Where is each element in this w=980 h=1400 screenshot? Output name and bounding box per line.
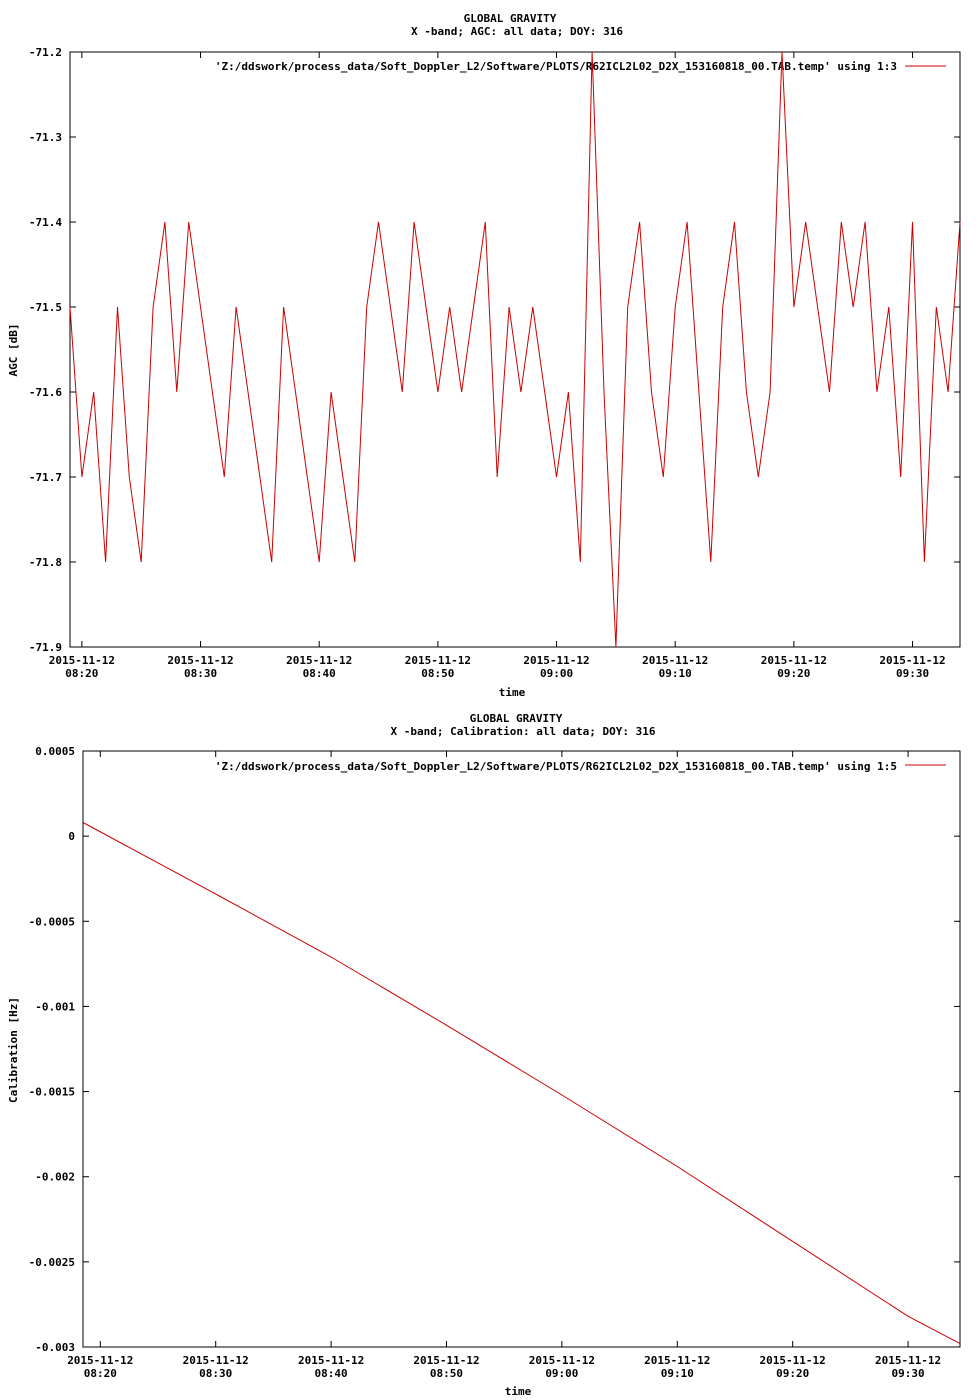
y-tick-label: -71.4 <box>28 216 62 229</box>
x-tick-time-label: 09:00 <box>545 1367 579 1380</box>
y-tick-label: -71.5 <box>28 301 62 314</box>
y-tick-label: -71.7 <box>28 471 62 484</box>
y-tick-label: -0.0025 <box>28 1255 75 1269</box>
calibration-series-line <box>83 823 960 1344</box>
calibration-y-axis <box>29 745 960 1354</box>
agc-y-axis <box>29 46 960 654</box>
y-tick-label: 0 <box>68 830 75 844</box>
calibration-x-axis-label: time <box>504 1385 532 1398</box>
x-tick-time-label: 09:20 <box>776 1367 810 1380</box>
x-tick-time-label: 09:00 <box>539 667 574 680</box>
x-tick-date-label: 2015-11-12 <box>523 654 590 667</box>
x-tick-time-label: 08:50 <box>421 667 455 680</box>
calibration-legend-label: 'Z:/ddswork/process_data/Soft_Doppler_L2/Software/PLOTS/R62ICL2L02_D2X_153160818_00.TAB.temp' using 1:5 <box>214 760 897 773</box>
y-tick-label: -71.9 <box>28 641 62 654</box>
x-tick-time-label: 09:30 <box>891 1367 925 1380</box>
y-tick-label: -71.6 <box>28 386 62 399</box>
y-tick-label: -0.002 <box>35 1170 75 1184</box>
y-tick-label: -71.8 <box>28 556 62 569</box>
calibration-chart <box>7 712 960 1398</box>
x-tick-date-label: 2015-11-12 <box>167 654 234 667</box>
x-tick-time-label: 09:20 <box>777 667 811 680</box>
y-tick-label: -71.3 <box>28 131 62 144</box>
x-tick-date-label: 2015-11-12 <box>48 654 115 667</box>
agc-chart <box>7 12 960 699</box>
x-tick-date-label: 2015-11-12 <box>644 1354 711 1367</box>
x-tick-time-label: 08:20 <box>65 667 99 680</box>
calibration-chart-title: GLOBAL GRAVITY <box>469 712 563 725</box>
agc-series-line <box>70 52 960 647</box>
x-tick-date-label: 2015-11-12 <box>297 1354 365 1367</box>
calibration-y-axis-label: Calibration [Hz] <box>7 997 20 1103</box>
agc-chart-subtitle: X -band; AGC: all data; DOY: 316 <box>411 25 623 38</box>
calibration-chart-subtitle: X -band; Calibration: all data; DOY: 316 <box>390 725 656 738</box>
y-tick-label: -0.001 <box>35 1000 75 1014</box>
x-tick-time-label: 08:50 <box>429 1367 464 1380</box>
x-tick-date-label: 2015-11-12 <box>874 1354 942 1367</box>
y-tick-label: -0.003 <box>35 1341 75 1354</box>
calibration-legend <box>215 760 946 773</box>
y-tick-label: -0.0005 <box>28 915 75 929</box>
x-tick-time-label: 08:30 <box>199 1367 233 1380</box>
calibration-x-axis <box>67 751 941 1380</box>
x-tick-time-label: 08:20 <box>83 1367 117 1380</box>
calibration-plot-frame <box>83 751 960 1347</box>
x-tick-time-label: 09:10 <box>658 667 692 680</box>
x-tick-date-label: 2015-11-12 <box>760 654 827 667</box>
agc-legend <box>215 60 946 73</box>
x-tick-time-label: 08:30 <box>183 667 218 680</box>
x-tick-time-label: 08:40 <box>302 667 336 680</box>
x-tick-date-label: 2015-11-12 <box>528 1354 596 1367</box>
x-tick-date-label: 2015-11-12 <box>404 654 471 667</box>
x-tick-time-label: 08:40 <box>314 1367 348 1380</box>
agc-chart-title: GLOBAL GRAVITY <box>463 12 557 25</box>
x-tick-date-label: 2015-11-12 <box>413 1354 480 1367</box>
x-tick-date-label: 2015-11-12 <box>182 1354 249 1367</box>
x-tick-time-label: 09:30 <box>895 667 930 680</box>
y-tick-label: -0.0015 <box>28 1085 75 1099</box>
x-tick-date-label: 2015-11-12 <box>759 1354 826 1367</box>
agc-legend-label: 'Z:/ddswork/process_data/Soft_Doppler_L2/Software/PLOTS/R62ICL2L02_D2X_153160818_00.TAB.temp' using 1:3 <box>214 60 897 73</box>
y-tick-label: 0.0005 <box>35 745 75 758</box>
x-tick-date-label: 2015-11-12 <box>67 1354 134 1367</box>
y-tick-label: -71.2 <box>28 46 62 59</box>
agc-x-axis <box>49 52 946 680</box>
x-tick-time-label: 09:10 <box>660 1367 694 1380</box>
x-tick-date-label: 2015-11-12 <box>642 654 709 667</box>
x-tick-date-label: 2015-11-12 <box>286 654 353 667</box>
agc-y-axis-label: AGC [dB] <box>7 323 20 377</box>
x-tick-date-label: 2015-11-12 <box>879 654 946 667</box>
agc-x-axis-label: time <box>498 686 526 699</box>
